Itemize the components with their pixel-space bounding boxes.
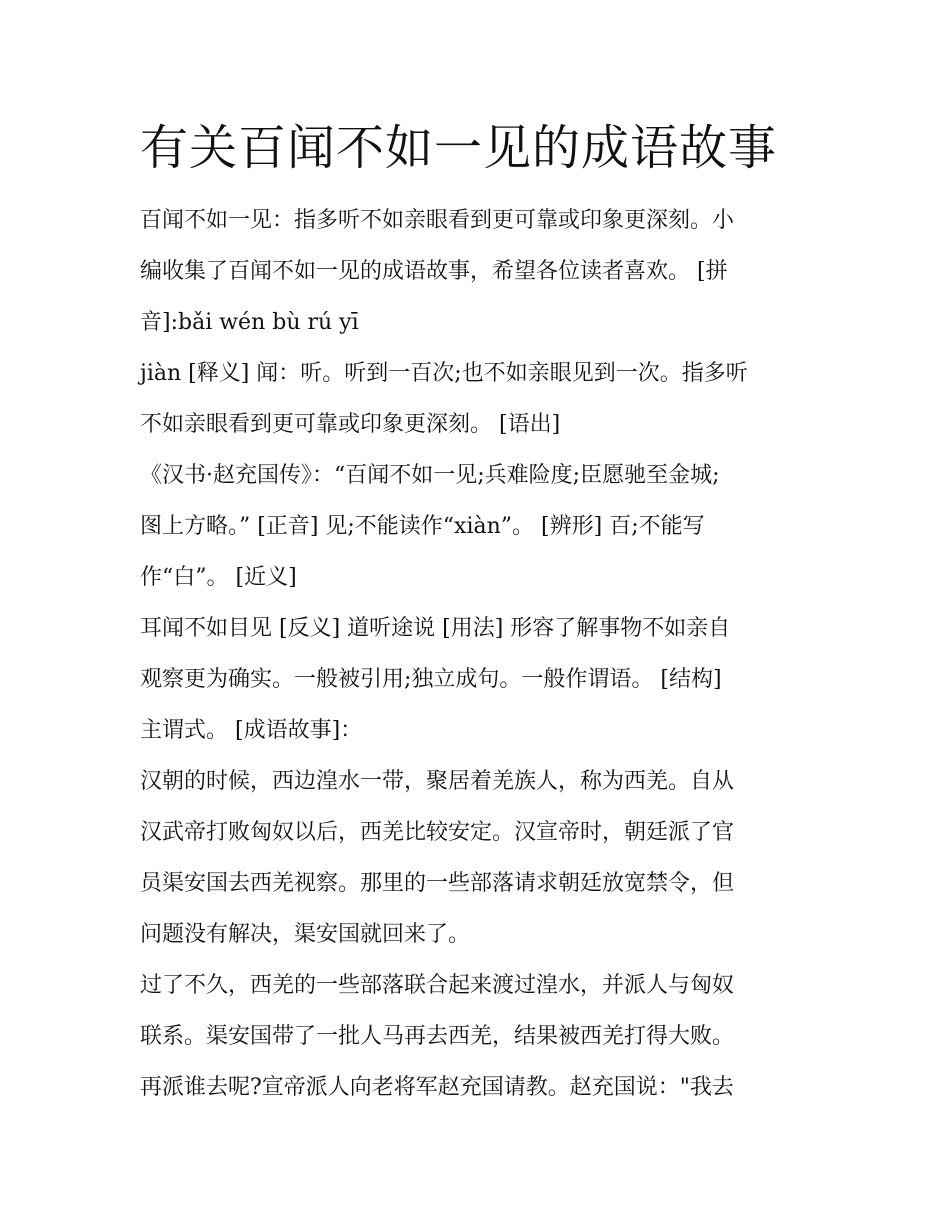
body-line: 编收集了百闻不如一见的成语故事，希望各位读者喜欢。 [拼 xyxy=(140,259,728,284)
body-line: 主谓式。 [成语故事]： xyxy=(140,718,363,743)
body-line: 联系。渠安国带了一批人马再去西羌，结果被西羌打得大败。 xyxy=(140,1024,735,1049)
body-line: 汉武帝打败匈奴以后，西羌比较安定。汉宣帝时，朝廷派了官 xyxy=(140,820,735,845)
body-line: 作“白”。 [近义] xyxy=(140,565,297,590)
body-line: 问题没有解决，渠安国就回来了。 xyxy=(140,922,471,947)
body-line: 不如亲眼看到更可靠或印象更深刻。 [语出] xyxy=(140,412,561,437)
body-line: 汉朝的时候，西边湟水一带，聚居着羌族人，称为西羌。自从 xyxy=(140,769,735,794)
document-title: 有关百闻不如一见的成语故事 xyxy=(140,120,778,176)
body-line: 耳闻不如目见 [反义] 道听途说 [用法] 形容了解事物不如亲自 xyxy=(140,616,731,641)
body-line: 过了不久，西羌的一些部落联合起来渡过湟水，并派人与匈奴 xyxy=(140,973,735,998)
body-line: 再派谁去呢?宣帝派人向老将军赵充国请教。赵充国说："我去 xyxy=(140,1075,734,1100)
body-line: 观察更为确实。一般被引用;独立成句。一般作谓语。 [结构] xyxy=(140,667,722,692)
body-line: 音]:bǎi wén bù rú yī xyxy=(140,310,359,335)
body-line: 员渠安国去西羌视察。那里的一些部落请求朝廷放宽禁令，但 xyxy=(140,871,735,896)
body-line: 《汉书·赵充国传》：“百闻不如一见;兵难险度;臣愿驰至金城; xyxy=(140,463,720,488)
body-line: 百闻不如一见：指多听不如亲眼看到更可靠或印象更深刻。小 xyxy=(140,208,735,233)
body-line: 图上方略。” [正音] 见;不能读作“xiàn”。 [辨形] 百;不能写 xyxy=(140,514,705,539)
body-line: jiàn [释义] 闻：听。听到一百次;也不如亲眼见到一次。指多听 xyxy=(140,361,748,386)
